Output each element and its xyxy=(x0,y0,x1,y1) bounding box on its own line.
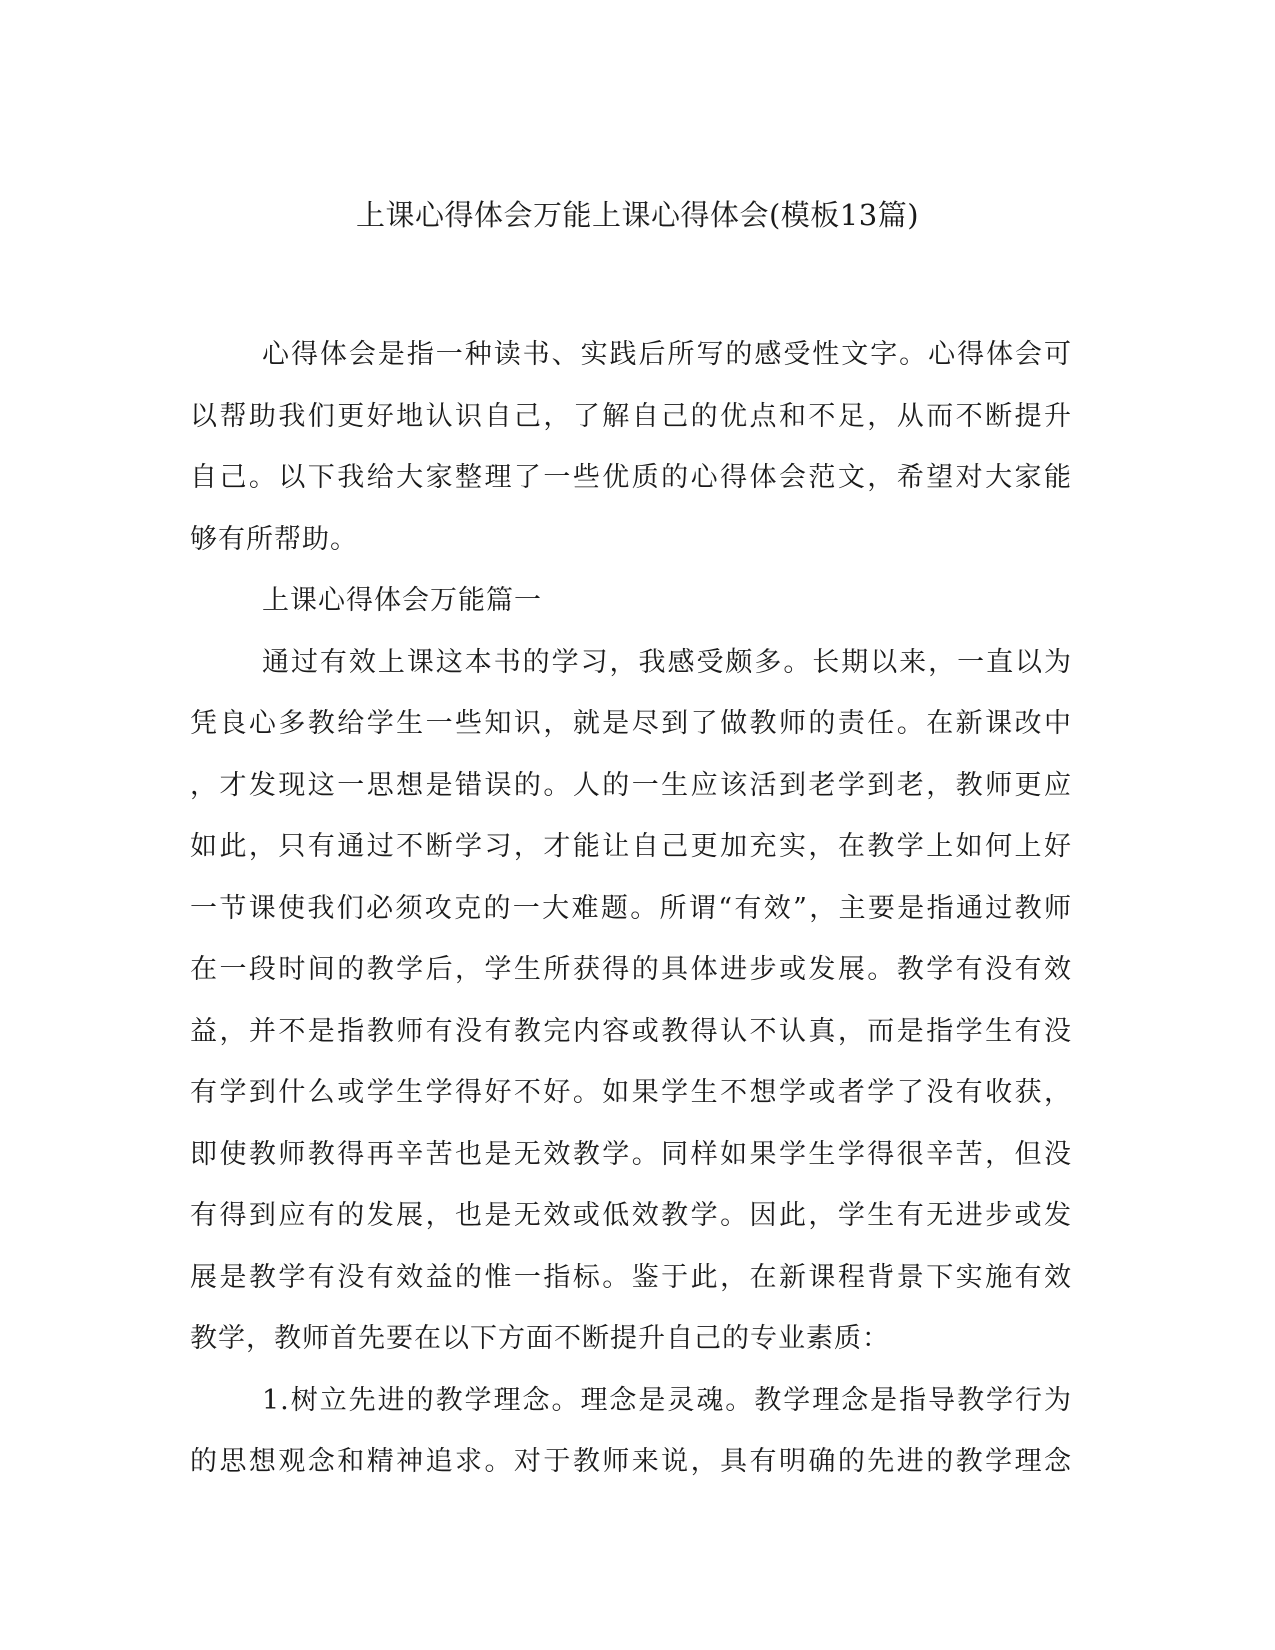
paragraph-line: 通过有效上课这本书的学习，我感受颇多。长期以来，一直以为 xyxy=(262,646,1072,678)
paragraph-line: 有得到应有的发展，也是无效或低效教学。因此，学生有无进步或发 xyxy=(190,1200,1072,1231)
paragraph-line: 即使教师教得再辛苦也是无效教学。同样如果学生学得很辛苦，但没 xyxy=(190,1138,1072,1170)
paragraph-line: 教学，教师首先要在以下方面不断提升自己的专业素质： xyxy=(190,1323,890,1354)
paragraph-line: 有学到什么或学生学得好不好。如果学生不想学或者学了没有收获， xyxy=(190,1077,1072,1108)
paragraph-line: 心得体会是指一种读书、实践后所写的感受性文字。心得体会可 xyxy=(262,339,1072,370)
paragraph-line: 在一段时间的教学后，学生所获得的具体进步或发展。教学有没有效 xyxy=(190,954,1072,985)
section-heading: 上课心得体会万能篇一 xyxy=(262,585,542,616)
paragraph-line: 的思想观念和精神追求。对于教师来说，具有明确的先进的教学理念 xyxy=(190,1446,1072,1477)
paragraph-line: 展是教学有没有效益的惟一指标。鉴于此，在新课程背景下实施有效 xyxy=(190,1261,1072,1293)
paragraph-line: 如此，只有通过不断学习，才能让自己更加充实，在教学上如何上好 xyxy=(190,831,1072,862)
paragraph-line: 1.树立先进的教学理念。理念是灵魂。教学理念是指导教学行为 xyxy=(262,1384,1072,1416)
document-body xyxy=(190,324,1072,1493)
paragraph-line: 益，并不是指教师有没有教完内容或教得认不认真，而是指学生有没 xyxy=(190,1015,1072,1047)
paragraph-line: 以帮助我们更好地认识自己，了解自己的优点和不足，从而不断提升 xyxy=(190,400,1072,432)
paragraph-line: 一节课使我们必须攻克的一大难题。所谓“有效”，主要是指通过教师 xyxy=(190,892,1072,924)
paragraph-line: 凭良心多教给学生一些知识，就是尽到了做教师的责任。在新课改中 xyxy=(190,708,1072,739)
paragraph-line: 够有所帮助。 xyxy=(190,523,358,555)
paragraph-line: ，才发现这一思想是错误的。人的一生应该活到老学到老，教师更应 xyxy=(190,769,1072,801)
paragraph-line: 自己。以下我给大家整理了一些优质的心得体会范文，希望对大家能 xyxy=(190,462,1072,493)
document-title: 上课心得体会万能上课心得体会(模板13篇) xyxy=(355,198,920,232)
